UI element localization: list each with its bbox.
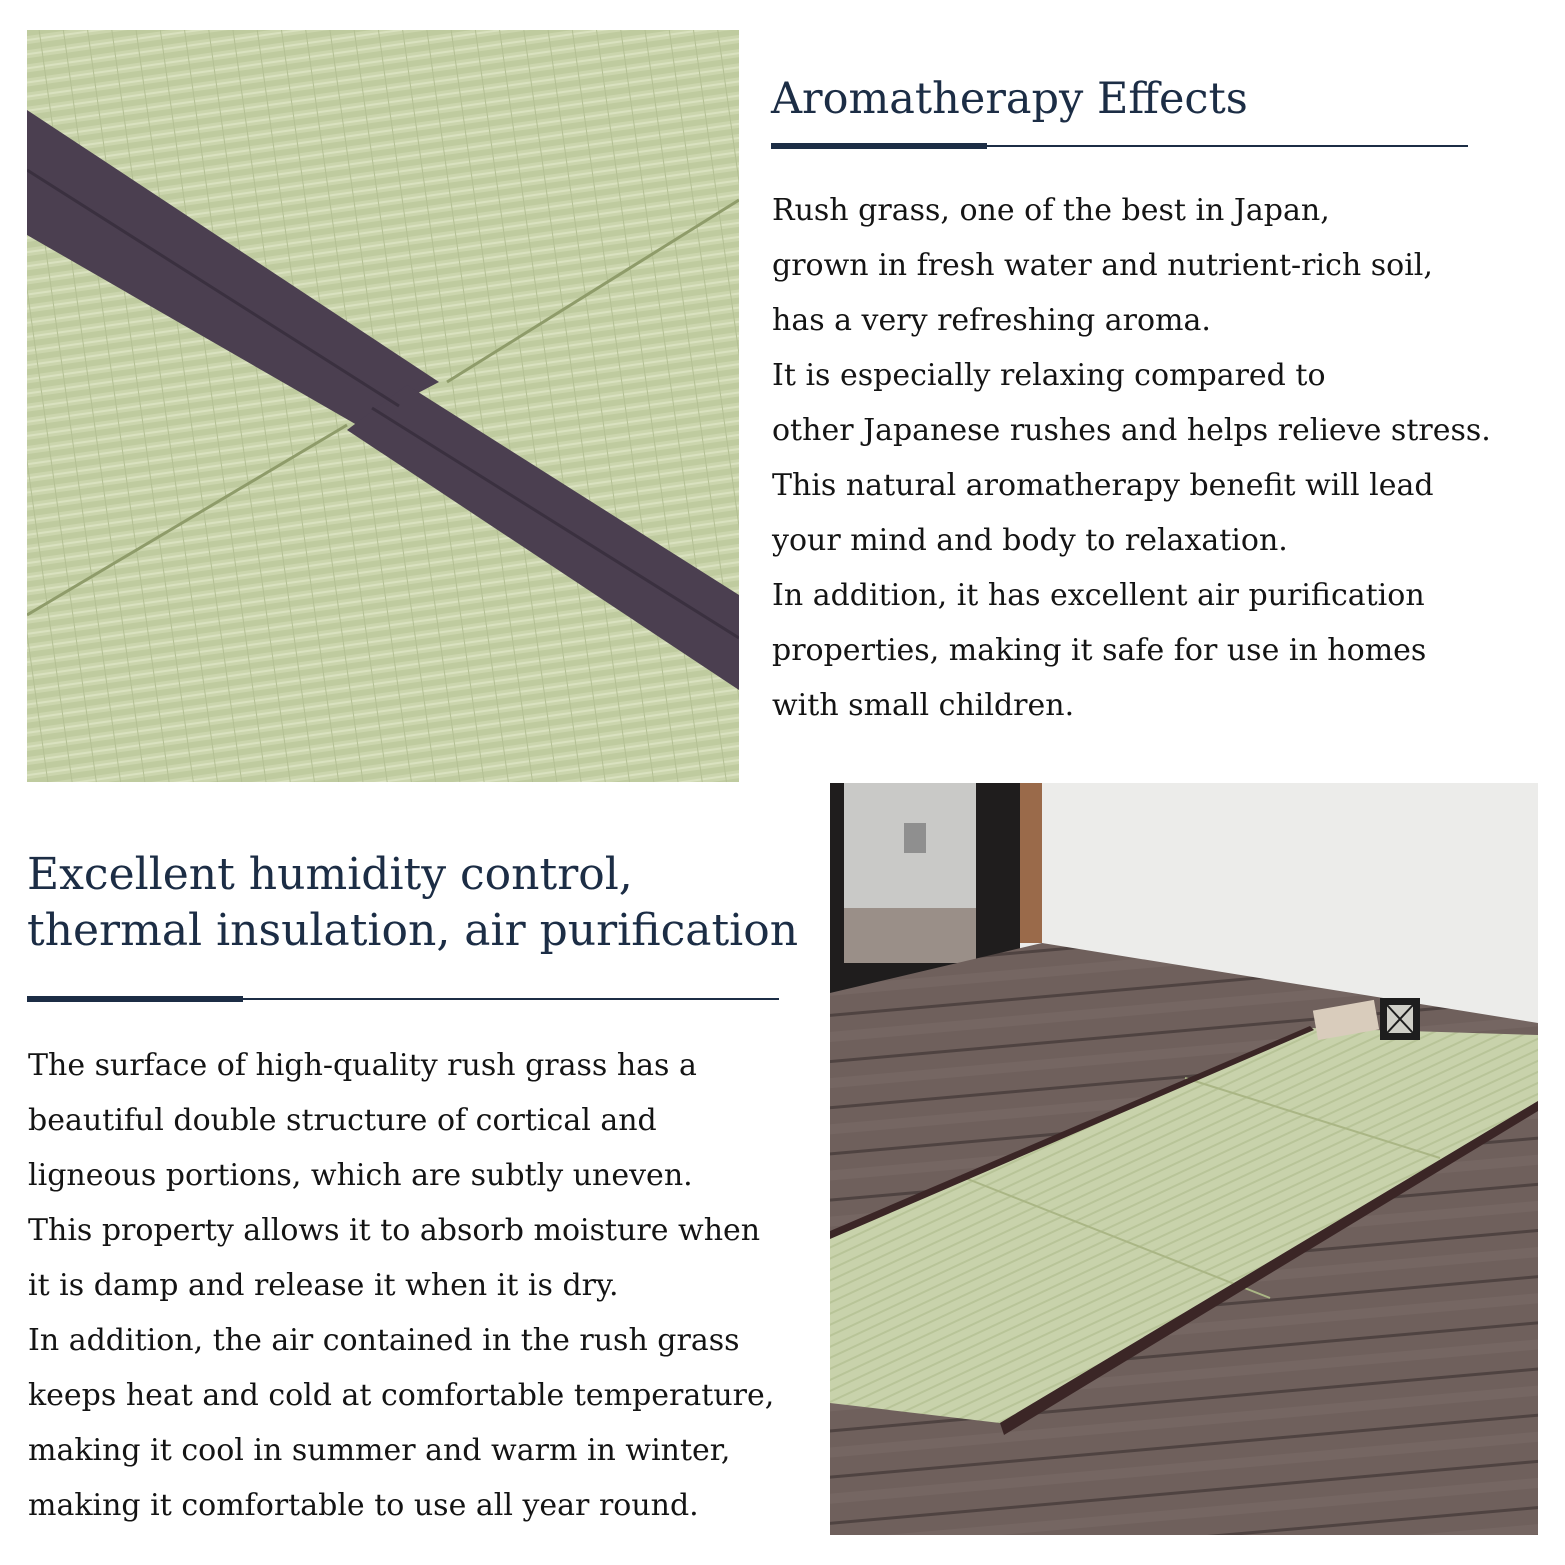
humidity-heading [27,847,798,959]
text-line: The surface of high-quality rush grass has a [28,1048,697,1083]
text-line: In addition, the air contained in the rush grass [28,1323,740,1358]
aromatherapy-description [772,183,1491,733]
room-tatami-photo [830,783,1538,1535]
text-line: has a very refreshing aroma. [772,303,1211,338]
text-line: properties, making it safe for use in homes [772,633,1427,668]
text-line: other Japanese rushes and helps relieve stress. [772,413,1491,448]
text-line: making it comfortable to use all year round. [28,1488,699,1523]
tatami-closeup-photo [27,30,739,782]
humidity-description [28,1038,774,1533]
text-line: it is damp and release it when it is dry. [28,1268,619,1303]
text-line: This property allows it to absorb moisture when [28,1213,761,1248]
text-line: your mind and body to relaxation. [772,523,1288,558]
heading-underline-accent [27,996,243,1002]
text-line: beautiful double structure of cortical and [28,1103,657,1138]
text-line: grown in fresh water and nutrient-rich soil, [772,248,1433,283]
text-line: ligneous portions, which are subtly uneven. [28,1158,693,1193]
text-line: making it cool in summer and warm in winter, [28,1433,731,1468]
text-line: This natural aromatherapy benefit will lead [772,468,1434,503]
heading-line: thermal insulation, air purification [27,905,799,956]
heading-line: Excellent humidity control, [27,849,633,900]
text-line: keeps heat and cold at comfortable temperature, [28,1378,775,1413]
heading-underline-accent [771,143,987,149]
text-line: In addition, it has excellent air purification [772,578,1425,613]
text-line: Rush grass, one of the best in Japan, [772,193,1330,228]
text-line: with small children. [772,688,1075,723]
aromatherapy-heading: Aromatherapy Effects [771,74,1248,124]
text-line: It is especially relaxing compared to [772,358,1326,393]
